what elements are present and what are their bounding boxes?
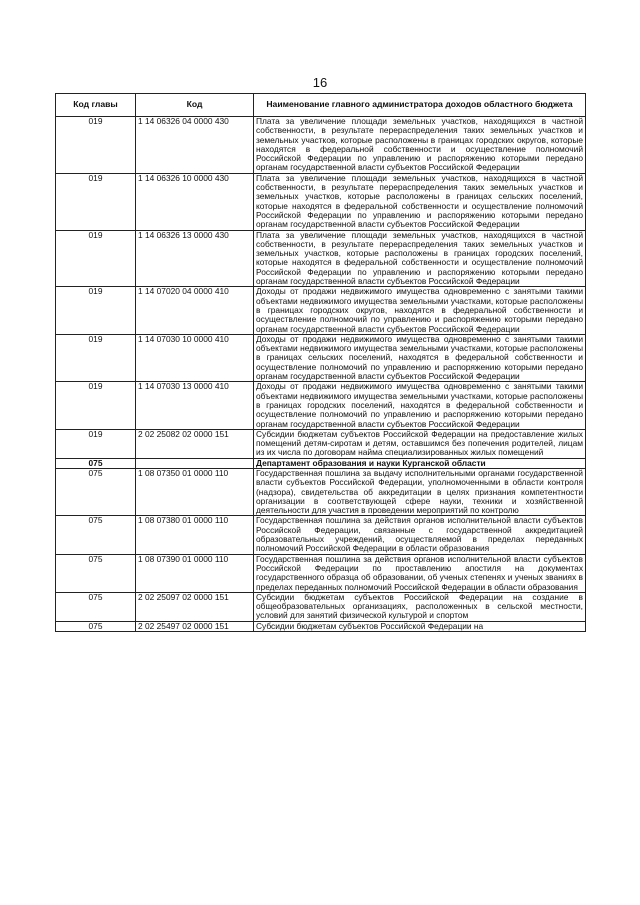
table-row — [56, 516, 586, 554]
administrator-name-cell: Плата за увеличение площади земельных участков, находящихся в частной собственности, в результате перераспределения таких земельных участков и земельных участков, которые расположены в границах сельских поселений, которые находятся в федеральной собственности и осуществление полномочий Российской Федерации по управлению и распоряжению которыми передано органам государственной власти субъектов Российской Федерации — [254, 173, 586, 230]
budget-code-cell: 2 02 25082 02 0000 151 — [136, 429, 254, 458]
chapter-code-cell: 075 — [56, 621, 136, 631]
budget-code-cell: 1 08 07380 01 0000 110 — [136, 516, 254, 554]
budget-code-cell: 1 08 07390 01 0000 110 — [136, 554, 254, 592]
administrator-name-cell: Плата за увеличение площади земельных участков, находящихся в частной собственности, в результате перераспределения таких земельных участков и земельных участков, которые расположены в границах городских поселений, которые находятся в федеральной собственности и осуществление полномочий Российской Федерации по управлению и распоряжению которыми передано органам государственной власти субъектов Российской Федерации — [254, 230, 586, 287]
table-row — [56, 382, 586, 429]
table-row — [56, 468, 586, 515]
page-number: 16 — [312, 75, 328, 90]
chapter-code-cell: 019 — [56, 429, 136, 458]
table-row — [56, 621, 586, 631]
administrator-name-cell: Департамент образования и науки Курганской области — [254, 458, 586, 468]
table-header-row — [56, 94, 586, 117]
administrator-name-cell: Плата за увеличение площади земельных участков, находящихся в частной собственности, в результате перераспределения таких земельных участков и земельных участков, которые расположены в границах городских округов, которые находятся в федеральной собственности и осуществление полномочий Российской Федерации по управлению и распоряжению которыми передано органам государственной власти субъектов Российской Федерации — [254, 117, 586, 174]
chapter-code-cell: 075 — [56, 554, 136, 592]
chapter-code-cell: 075 — [56, 458, 136, 468]
chapter-code-cell: 019 — [56, 334, 136, 381]
administrator-name-cell: Государственная пошлина за действия органов исполнительной власти субъектов Российской Федерации, связанные с государственной аккредитацией образовательных учреждений, осуществляемой в пределах переданных полномочий Российской Федерации в области образования — [254, 516, 586, 554]
budget-code-cell: 1 14 06326 13 0000 430 — [136, 230, 254, 287]
revenue-administrators-table — [55, 93, 586, 632]
table-row — [56, 230, 586, 287]
chapter-code-cell: 075 — [56, 592, 136, 621]
budget-code-cell: 1 14 07020 04 0000 410 — [136, 287, 254, 334]
chapter-code-cell: 019 — [56, 287, 136, 334]
chapter-code-cell: 019 — [56, 173, 136, 230]
chapter-code-cell: 019 — [56, 230, 136, 287]
administrator-name-cell: Субсидии бюджетам субъектов Российской Федерации на — [254, 621, 586, 631]
chapter-code-cell: 075 — [56, 468, 136, 515]
header-code: Код — [136, 94, 254, 117]
budget-code-cell: 2 02 25497 02 0000 151 — [136, 621, 254, 631]
chapter-code-cell: 019 — [56, 117, 136, 174]
administrator-name-cell: Доходы от продажи недвижимого имущества одновременно с занятыми такими объектами недвижимого имущества земельными участками, которые расположены в границах городских округов, находятся в федеральной собственности и осуществление полномочий по управлению и распоряжению которыми передано органам государственной власти субъектов Российской Федерации — [254, 287, 586, 334]
section-row — [56, 458, 586, 468]
table-row — [56, 173, 586, 230]
administrator-name-cell: Субсидии бюджетам субъектов Российской Федерации на предоставление жилых помещений детям-сиротам и детям, оставшимся без попечения родителей, лицам из их числа по договорам найма специализированных жилых помещений — [254, 429, 586, 458]
table-body — [56, 117, 586, 632]
administrator-name-cell: Доходы от продажи недвижимого имущества одновременно с занятыми такими объектами недвижимого имущества земельными участками, которые расположены в границах городских поселений, находятся в федеральной собственности и осуществление полномочий по управлению и распоряжению которыми передано органам государственной власти субъектов Российской Федерации — [254, 382, 586, 429]
table-row — [56, 554, 586, 592]
table-row — [56, 429, 586, 458]
table-row — [56, 117, 586, 174]
budget-code-cell — [136, 458, 254, 468]
budget-code-cell: 1 14 07030 13 0000 410 — [136, 382, 254, 429]
table-row — [56, 287, 586, 334]
chapter-code-cell: 019 — [56, 382, 136, 429]
chapter-code-cell: 075 — [56, 516, 136, 554]
administrator-name-cell: Субсидии бюджетам субъектов Российской Федерации на создание в общеобразовательных организациях, расположенных в сельской местности, условий для занятий физической культурой и спортом — [254, 592, 586, 621]
header-administrator-name: Наименование главного администратора доходов областного бюджета — [254, 94, 586, 117]
administrator-name-cell: Доходы от продажи недвижимого имущества одновременно с занятыми такими объектами недвижимого имущества земельными участками, которые расположены в границах сельских поселений, находятся в федеральной собственности и осуществление полномочий по управлению и распоряжению которыми передано органам государственной власти субъектов Российской Федерации — [254, 334, 586, 381]
budget-code-cell: 1 14 07030 10 0000 410 — [136, 334, 254, 381]
table-row — [56, 334, 586, 381]
budget-code-cell: 1 14 06326 10 0000 430 — [136, 173, 254, 230]
budget-code-cell: 2 02 25097 02 0000 151 — [136, 592, 254, 621]
administrator-name-cell: Государственная пошлина за действия органов исполнительной власти субъектов Российской Федерации по проставлению апостиля на документах государственного образца об образовании, об ученых степенях и ученых званиях в пределах переданных полномочий Российской Федерации в области образования — [254, 554, 586, 592]
administrator-name-cell: Государственная пошлина за выдачу исполнительными органами государственной власти субъектов Российской Федерации, уполномоченными в области контроля (надзора), свидетельства об аккредитации в целях признания компетентности организации в соответствующей сфере науки, техники и хозяйственной деятельности для участия в проведении мероприятий по контролю — [254, 468, 586, 515]
header-chapter-code: Код главы — [56, 94, 136, 117]
budget-code-cell: 1 08 07350 01 0000 110 — [136, 468, 254, 515]
budget-code-cell: 1 14 06326 04 0000 430 — [136, 117, 254, 174]
table-row — [56, 592, 586, 621]
